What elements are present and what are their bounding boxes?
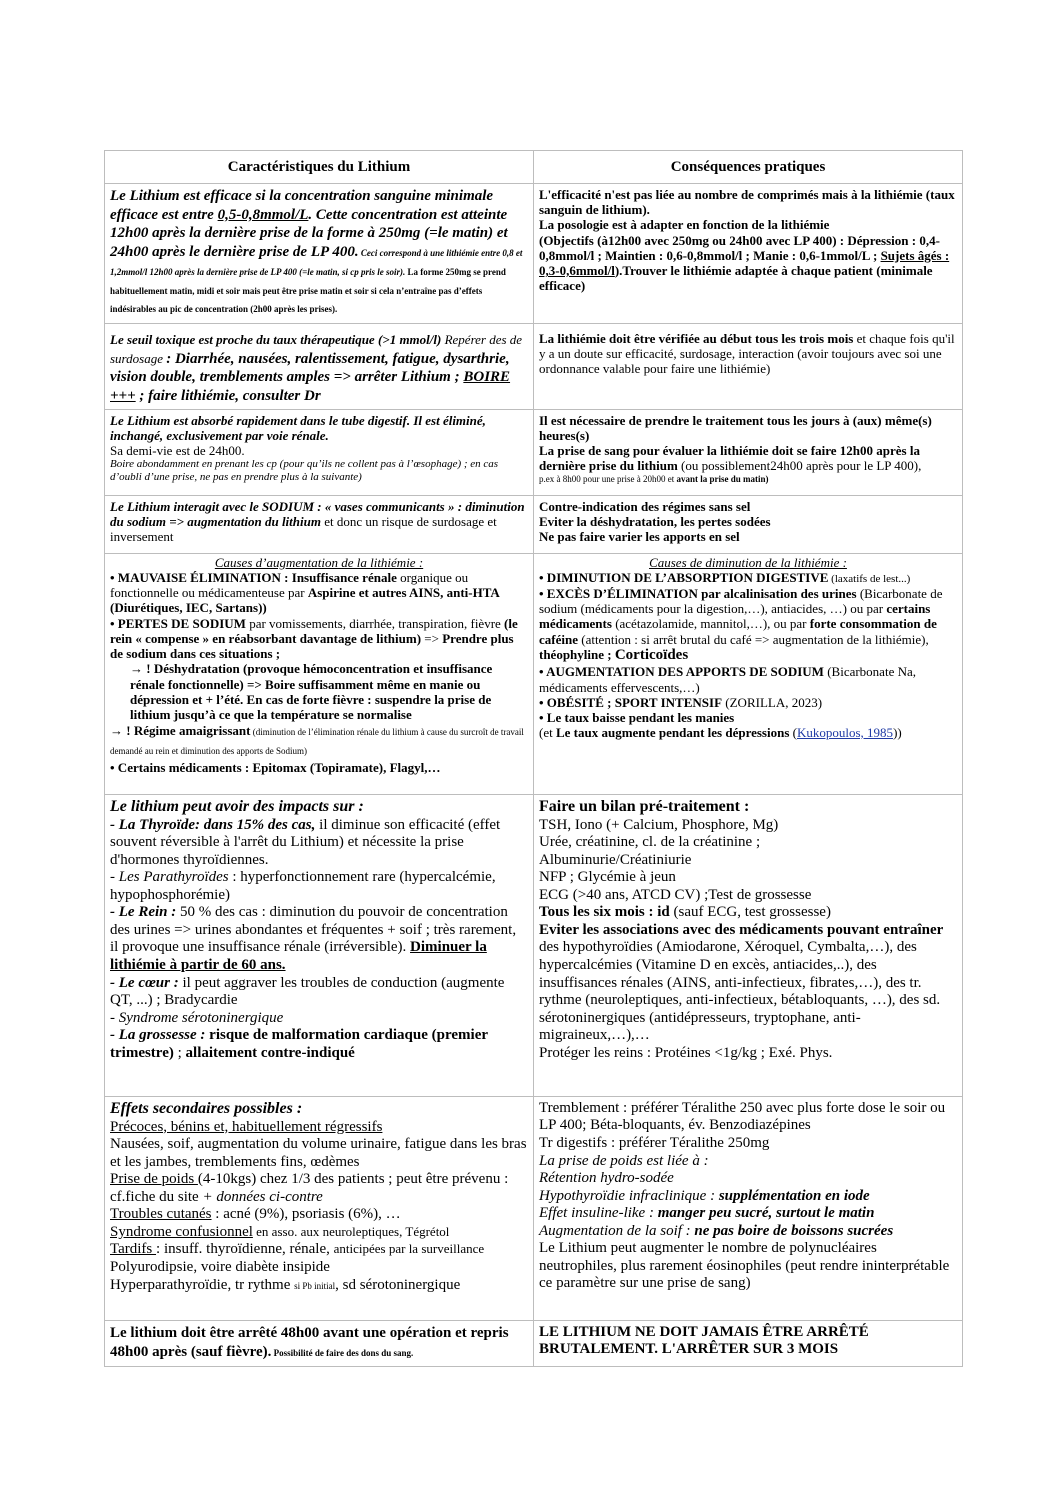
- text: : insuff. thyroïdienne, rénale,: [156, 1241, 334, 1258]
- text: TSH, Iono (+ Calcium, Phosphore, Mg): [539, 816, 779, 833]
- table-row: [105, 409, 963, 495]
- table-row: [105, 184, 963, 324]
- text: manger peu sucré, surtout le matin: [657, 1205, 875, 1222]
- text: Tous les six mois : id: [539, 904, 670, 921]
- text: Syndrome sérotoninergique: [118, 1009, 284, 1026]
- text: Protéger les reins : Protéines <1g/kg ; Exé. Phys.: [539, 1044, 833, 1061]
- text: • AUGMENTATION DES APPORTS DE SODIUM: [539, 664, 824, 680]
- cell-right: [534, 409, 963, 495]
- text: Tremblement : préférer Téralithe 250 avec plus forte dose le soir ou LP 400; Béta-bloquants, év. Benzodiazépines: [539, 1099, 946, 1134]
- text: Faire un bilan pré-traitement :: [539, 797, 750, 815]
- text: . Cette concentration est atteinte 12h00 après la dernière prise de la forme à 250mg (=le matin) et 24h00 après le dernière prise de LP 400.: [110, 206, 508, 261]
- text: =>: [421, 630, 443, 646]
- text: Repérer des de surdosage: [110, 332, 523, 366]
- text: (attention : si arrêt brutal du café => augmentation de la lithiémie),: [577, 631, 929, 647]
- text: LE LITHIUM NE DOIT JAMAIS ÊTRE ARRÊTÉ BRUTALEMENT. L'ARRÊTER SUR 3 MOIS: [539, 1323, 869, 1358]
- text: Effets secondaires possibles :: [110, 1099, 303, 1117]
- text: anticipées par la surveillance: [333, 1241, 485, 1257]
- text: Aspirine et autres AINS, anti-HTA (Diurétiques, IEC, Sartans)): [110, 585, 500, 616]
- text: Le taux augmente pendant les dépressions: [555, 725, 790, 741]
- text: ECG (>40 ans, ATCD CV) ;Test de grossesse: [539, 886, 812, 903]
- cell-right: [534, 553, 963, 794]
- text: • MAUVAISE ÉLIMINATION : Insuffisance rénale: [110, 570, 397, 586]
- cell-right: [534, 324, 963, 410]
- text: 0,5-0,8mmol/L: [217, 206, 309, 223]
- cell-left: [105, 1096, 534, 1320]
- text: La prise de sang pour évaluer la lithiémie doit se faire 12h00 après la dernière prise du lithium: [539, 443, 920, 474]
- text: Possibilité de faire des dons du sang.: [271, 1347, 414, 1358]
- cell-left: [105, 1320, 534, 1366]
- text: Albuminurie/Créatiniurie: [539, 851, 692, 868]
- cell-right: [534, 495, 963, 553]
- text: Rétention hydro-sodée: [539, 1170, 674, 1187]
- text: il diminue son efficacité (effet souvent réversible à l'arrêt du Lithium) et nécessite la prise d'hormones thyroïdiennes.: [110, 816, 501, 868]
- text: Hyperparathyroïdie, tr rythme: [110, 1276, 295, 1293]
- text: Sujets âgés : 0,3-0,6mmol/l: [539, 247, 950, 279]
- text: Le lithium doit être arrêté 48h00 avant une opération et repris 48h00 après (sauf fièvre).: [110, 1324, 509, 1360]
- text: + données ci-contre: [202, 1188, 323, 1205]
- text: -: [110, 1009, 119, 1026]
- text: (4-10kgs) chez 1/3 des patients ; peut être prévenu : cf.fiche du site: [110, 1171, 509, 1205]
- text: si Pb initial: [294, 1280, 336, 1291]
- text: : acné (9%), psoriasis (6%), …: [211, 1206, 401, 1223]
- text: Sa demi-vie est de 24h00.: [110, 443, 245, 459]
- text: Le Lithium est absorbé rapidement dans le tube digestif. Il est éliminé, inchangé, exclusivement par voie rénale.: [110, 412, 486, 444]
- text: Hypothyroïdie infraclinique :: [539, 1187, 719, 1204]
- text: Syndrome confusionnel: [110, 1223, 253, 1240]
- text: par vomissements, diarrhée, transpiration, fièvre: [245, 615, 505, 631]
- text: Prise de poids: [110, 1171, 198, 1188]
- text: • PERTES DE SODIUM: [110, 615, 246, 631]
- cell-right: [534, 794, 963, 1096]
- text: Le Lithium est efficace si la concentration sanguine minimale efficace est entre: [110, 188, 494, 223]
- text: (ZORILLA, 2023): [722, 694, 823, 710]
- text: supplémentation en iode: [718, 1187, 870, 1204]
- table-row: [105, 1096, 963, 1320]
- text: L'efficacité n'est pas liée au nombre de comprimés mais à la lithiémie (taux sanguin de lithium).: [539, 187, 955, 218]
- text: p.ex à 8h00 pour une prise à 20h00 et: [539, 473, 677, 484]
- text: Polyurodipsie, voire diabète insipide: [110, 1258, 330, 1275]
- table-row: [105, 553, 963, 794]
- text: Causes de diminution de la lithiémie :: [649, 554, 847, 570]
- text: (Bicarbonate de sodium (médicaments pour la digestion,…), antiacides, …) ou par: [539, 585, 943, 617]
- text: • EXCÈS D’ÉLIMINATION par alcalinisation des urines: [539, 585, 857, 601]
- text: • Le taux baisse pendant les manies: [539, 709, 735, 725]
- text: Tardifs: [110, 1241, 157, 1258]
- text: La prise de poids est liée à :: [539, 1152, 709, 1169]
- text: → ! Déshydratation (provoque hémoconcentration et insuffisance rénale fonctionnelle) => Boire suffisamment même en manie ou dépression et + l’été. En cas de forte fièvre : suspendre la prise de lithium jusqu’à ce que la température se normalise: [130, 661, 493, 722]
- cell-right: [534, 1096, 963, 1320]
- text: (: [789, 725, 797, 741]
- cell-left: [105, 409, 534, 495]
- text: et donc un risque de surdosage et inversement: [110, 514, 497, 545]
- text: Il est nécessaire de prendre le traitement tous les jours à (aux) même(s) heures(s): [539, 412, 932, 444]
- text: , sd sérotoninergique: [335, 1276, 461, 1293]
- text: (acétazolamide, mannitol,…), ou par: [611, 616, 810, 632]
- text: La posologie est à adapter en fonction de la lithiémie: [539, 217, 830, 233]
- text: ; faire lithiémie, consulter Dr: [135, 388, 321, 405]
- text: : Diarrhée, nausées, ralentissement, fatigue, dysarthrie, vision double, tremblements amples => arrêter Lithium ;: [110, 350, 510, 386]
- text: • Certains médicaments : Epitomax (Topiramate), Flagyl,…: [110, 759, 441, 775]
- text: Le Lithium peut augmenter le nombre de polynucléaires neutrophiles, plus rarement éosinophiles (peut rendre ininterprétable ce paramètre sur une prise de sang): [539, 1240, 950, 1292]
- text: (et: [539, 725, 556, 741]
- text: Le lithium peut avoir des impacts sur :: [110, 797, 364, 815]
- text: (Objectifs (à12h00 avec 250mg ou 24h00 avec LP 400) : Dépression : 0,4-0,8mmol/l ; Maintien : 0,6-0,8mmol/l ; Manie : 0,6-1mmol/L ;: [539, 232, 940, 263]
- cell-right: [534, 184, 963, 324]
- table-row: [105, 1320, 963, 1366]
- text: il peut aggraver les troubles de conduction (augmente QT, ...) ; Bradycardie: [110, 974, 505, 1009]
- text: Urée, créatinine, cl. de la créatinine ;: [539, 834, 761, 851]
- text: NFP ; Glycémie à jeun: [539, 869, 676, 886]
- text: (ou possiblement24h00 après pour le LP 400),: [677, 458, 922, 474]
- text: en asso. aux neuroleptiques, Tégrétol: [252, 1223, 450, 1239]
- text: • DIMINUTION DE L’ABSORPTION DIGESTIVE: [539, 570, 829, 586]
- text: risque de malformation cardiaque (premier trimestre): [110, 1027, 488, 1061]
- header-characteristics: Caractéristiques du Lithium: [105, 151, 534, 184]
- text: 50 % des cas : diminution du pouvoir de concentration des urines => urines abondantes et fréquentes + soif ; très rarement, il provoque une insuffisance rénale (irréversible).: [110, 904, 517, 956]
- text: La lithiémie doit être vérifiée au début tous les trois mois: [539, 331, 854, 346]
- text: forte consommation de caféine: [539, 616, 937, 647]
- table-row: [105, 794, 963, 1096]
- header-consequences: Conséquences pratiques: [534, 151, 963, 184]
- text: Précoces, bénins et, habituellement régressifs: [110, 1118, 383, 1135]
- text: (laxatifs de lest...): [828, 573, 911, 586]
- text: (diminution de l’élimination rénale du lithium à cause du surcroît de travail demandé au rein et diminution des apports de Sodium): [110, 727, 524, 756]
- text: (Bicarbonate Na, médicaments effervescents,…): [539, 664, 916, 695]
- text: Augmentation de la soif :: [539, 1222, 695, 1239]
- text: Tr digestifs : préférer Téralithe 250mg: [539, 1134, 770, 1151]
- text: La forme 250mg se prend habituellement matin, midi et soir mais peut être prise matin et soir si cela n’entraîne pas d’effets indésirables au pic de concentration (2h00 après les prises).: [110, 266, 506, 315]
- text: Diminuer la lithiémie à partir de 60 ans.: [110, 939, 487, 973]
- text: organique ou fonctionnelle ou médicamenteuse par: [110, 570, 469, 601]
- text: des hypothyroïdies (Amiodarone, Xéroquel, Cymbalta,…), des hypercalcémies (Vitamine D en excès, antiacides,..), des insuffisances rénales (AINS, anti-infectieux, fibrates,…), des tr. rythme (neuroleptiques, anti-infectieux, bétabloquants, …), des sd. sérotoninergiques (antidépresseurs, tryptophane, anti-migraineux,…),…: [539, 939, 941, 1044]
- text: - Le cœur :: [110, 974, 179, 991]
- text: Le Lithium interagit avec le SODIUM : « vases communicants » : diminution du sodium => augmentation du lithium: [110, 498, 525, 530]
- text: Nausées, soif, augmentation du volume urinaire, fatigue dans les bras et les jambes, tremblements fins, œdèmes: [110, 1136, 527, 1170]
- cell-left: [105, 324, 534, 410]
- reference-link[interactable]: Kukopoulos, 1985: [797, 725, 894, 741]
- text: Eviter les associations avec des médicaments pouvant entraîner: [539, 921, 944, 938]
- text: Effet insuline-like :: [539, 1205, 658, 1222]
- text: avant la prise du matin): [676, 473, 769, 484]
- table-header-row: [105, 151, 963, 184]
- text: (le rein « compense » en réabsorbant davantage de lithium): [110, 615, 518, 646]
- text: : hyperfonctionnement rare (hypercalcémie, hypophosphorémie): [110, 869, 496, 903]
- cell-left: [105, 184, 534, 324]
- text: • OBÉSITÉ ; SPORT INTENSIF: [539, 694, 723, 710]
- text: - Le Rein :: [110, 904, 177, 921]
- text: - La Thyroïde: dans 15% des cas,: [110, 816, 316, 833]
- lithium-table: [104, 150, 963, 1367]
- text: → ! Régime amaigrissant: [110, 723, 251, 739]
- text: Eviter la déshydratation, les pertes sodées: [539, 514, 771, 530]
- text: Boire abondamment en prenant les cp (pour qu’ils ne collent pas à l’œsophage) ; en cas d’oubli d’une prise, ne pas en prendre plus à la suivante): [110, 458, 499, 484]
- table-row: [105, 324, 963, 410]
- cell-right: [534, 1320, 963, 1366]
- text: Troubles cutanés: [110, 1206, 212, 1223]
- text: ).Trouver le lithiémie adaptée à chaque patient (minimale efficace): [539, 263, 933, 294]
- text: Contre-indication des régimes sans sel: [539, 498, 751, 514]
- text: Ne pas faire varier les apports en sel: [539, 529, 740, 545]
- text: Les Parathyroïdes: [118, 869, 229, 886]
- text: et chaque fois qu'il y a un doute sur efficacité, surdosage, interaction (avoir toujours avec soi une ordonnance valable pour faire une lithiémie): [539, 331, 955, 377]
- cell-left: [105, 794, 534, 1096]
- text: Corticoïdes: [614, 646, 689, 663]
- text: - La grossesse :: [110, 1027, 206, 1044]
- text: BOIRE +++: [110, 369, 511, 405]
- text: Causes d’augmentation de la lithiémie :: [214, 554, 424, 570]
- text: allaitement contre-indiqué: [185, 1044, 355, 1061]
- text: Ceci correspond à une lithiémie entre 0,8 et 1,2mmol/l 12h00 après la dernière prise de LP 400 (=le matin, si cp pris le soir).: [110, 248, 523, 277]
- text: ;: [173, 1044, 186, 1061]
- text: )): [893, 725, 902, 741]
- text: théophyline ;: [539, 646, 615, 662]
- text: -: [110, 869, 119, 886]
- text: Le seuil toxique est proche du taux thérapeutique (>1 mmol/l): [110, 332, 442, 347]
- cell-left: [105, 495, 534, 553]
- text: certains médicaments: [539, 601, 931, 632]
- text: (sauf ECG, test grossesse): [669, 904, 831, 921]
- text: Prendre plus de sodium dans ces situations ;: [110, 630, 514, 662]
- text: ne pas boire de boissons sucrées: [694, 1222, 894, 1239]
- table-row: [105, 495, 963, 553]
- cell-left: [105, 553, 534, 794]
